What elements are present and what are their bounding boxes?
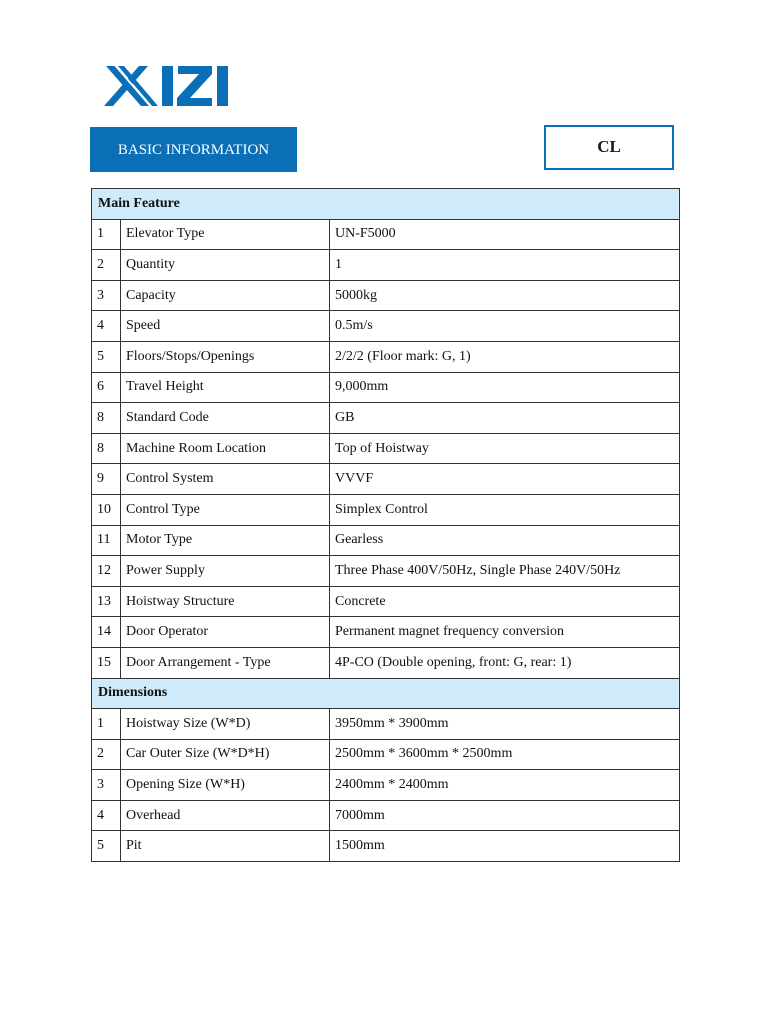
spec-value: VVVF [330, 464, 680, 495]
row-number: 12 [92, 556, 121, 587]
row-number: 4 [92, 311, 121, 342]
spec-name: Control System [121, 464, 330, 495]
section-header-row [92, 678, 680, 709]
table-row [92, 494, 680, 525]
row-number: 8 [92, 403, 121, 434]
section-title: Dimensions [92, 678, 680, 709]
row-number: 8 [92, 433, 121, 464]
row-number: 3 [92, 770, 121, 801]
spec-name: Control Type [121, 494, 330, 525]
spec-value: 7000mm [330, 800, 680, 831]
row-number: 1 [92, 709, 121, 740]
spec-name: Quantity [121, 250, 330, 281]
spec-value: 0.5m/s [330, 311, 680, 342]
row-number: 14 [92, 617, 121, 648]
table-row [92, 341, 680, 372]
row-number: 5 [92, 831, 121, 862]
spec-name: Travel Height [121, 372, 330, 403]
spec-name: Standard Code [121, 403, 330, 434]
table-row [92, 770, 680, 801]
section-header-row [92, 189, 680, 220]
spec-name: Elevator Type [121, 219, 330, 250]
row-number: 1 [92, 219, 121, 250]
row-number: 10 [92, 494, 121, 525]
table-row [92, 617, 680, 648]
table-row [92, 556, 680, 587]
section-title: Main Feature [92, 189, 680, 220]
table-row [92, 709, 680, 740]
basic-information-title: BASIC INFORMATION [117, 141, 270, 158]
table-row [92, 586, 680, 617]
table-row [92, 464, 680, 495]
spec-name: Power Supply [121, 556, 330, 587]
row-number: 15 [92, 647, 121, 678]
row-number: 6 [92, 372, 121, 403]
table-row [92, 739, 680, 770]
row-number: 2 [92, 739, 121, 770]
xizi-logo-mark [104, 64, 240, 108]
table-row [92, 831, 680, 862]
spec-value: Permanent magnet frequency conversion [330, 617, 680, 648]
spec-value: UN-F5000 [330, 219, 680, 250]
spec-value: Concrete [330, 586, 680, 617]
spec-value: 2500mm * 3600mm * 2500mm [330, 739, 680, 770]
spec-value: 1 [330, 250, 680, 281]
spec-name: Opening Size (W*H) [121, 770, 330, 801]
basic-information-banner [90, 127, 297, 172]
spec-value: 9,000mm [330, 372, 680, 403]
spec-value: Simplex Control [330, 494, 680, 525]
row-number: 4 [92, 800, 121, 831]
table-row [92, 219, 680, 250]
model-code: CL [597, 137, 621, 156]
spec-value: 2/2/2 (Floor mark: G, 1) [330, 341, 680, 372]
table-row [92, 250, 680, 281]
model-code-box [544, 125, 674, 170]
spec-table [91, 188, 680, 862]
spec-value: 2400mm * 2400mm [330, 770, 680, 801]
xizi-logo [104, 64, 240, 108]
spec-value: 4P-CO (Double opening, front: G, rear: 1) [330, 647, 680, 678]
spec-name: Motor Type [121, 525, 330, 556]
spec-name: Door Arrangement - Type [121, 647, 330, 678]
spec-name: Overhead [121, 800, 330, 831]
table-row [92, 647, 680, 678]
spec-value: 5000kg [330, 280, 680, 311]
table-row [92, 280, 680, 311]
spec-value: Three Phase 400V/50Hz, Single Phase 240V/50Hz [330, 556, 680, 587]
table-row [92, 403, 680, 434]
spec-name: Machine Room Location [121, 433, 330, 464]
row-number: 13 [92, 586, 121, 617]
spec-value: Top of Hoistway [330, 433, 680, 464]
spec-name: Door Operator [121, 617, 330, 648]
spec-name: Pit [121, 831, 330, 862]
spec-name: Capacity [121, 280, 330, 311]
spec-name: Hoistway Structure [121, 586, 330, 617]
spec-table-body [92, 189, 680, 862]
table-row [92, 800, 680, 831]
table-row [92, 372, 680, 403]
table-row [92, 525, 680, 556]
spec-name: Floors/Stops/Openings [121, 341, 330, 372]
row-number: 11 [92, 525, 121, 556]
spec-name: Car Outer Size (W*D*H) [121, 739, 330, 770]
spec-value: 1500mm [330, 831, 680, 862]
row-number: 5 [92, 341, 121, 372]
spec-value: 3950mm * 3900mm [330, 709, 680, 740]
row-number: 3 [92, 280, 121, 311]
row-number: 9 [92, 464, 121, 495]
spec-value: GB [330, 403, 680, 434]
spec-name: Hoistway Size (W*D) [121, 709, 330, 740]
spec-name: Speed [121, 311, 330, 342]
table-row [92, 433, 680, 464]
table-row [92, 311, 680, 342]
row-number: 2 [92, 250, 121, 281]
spec-value: Gearless [330, 525, 680, 556]
